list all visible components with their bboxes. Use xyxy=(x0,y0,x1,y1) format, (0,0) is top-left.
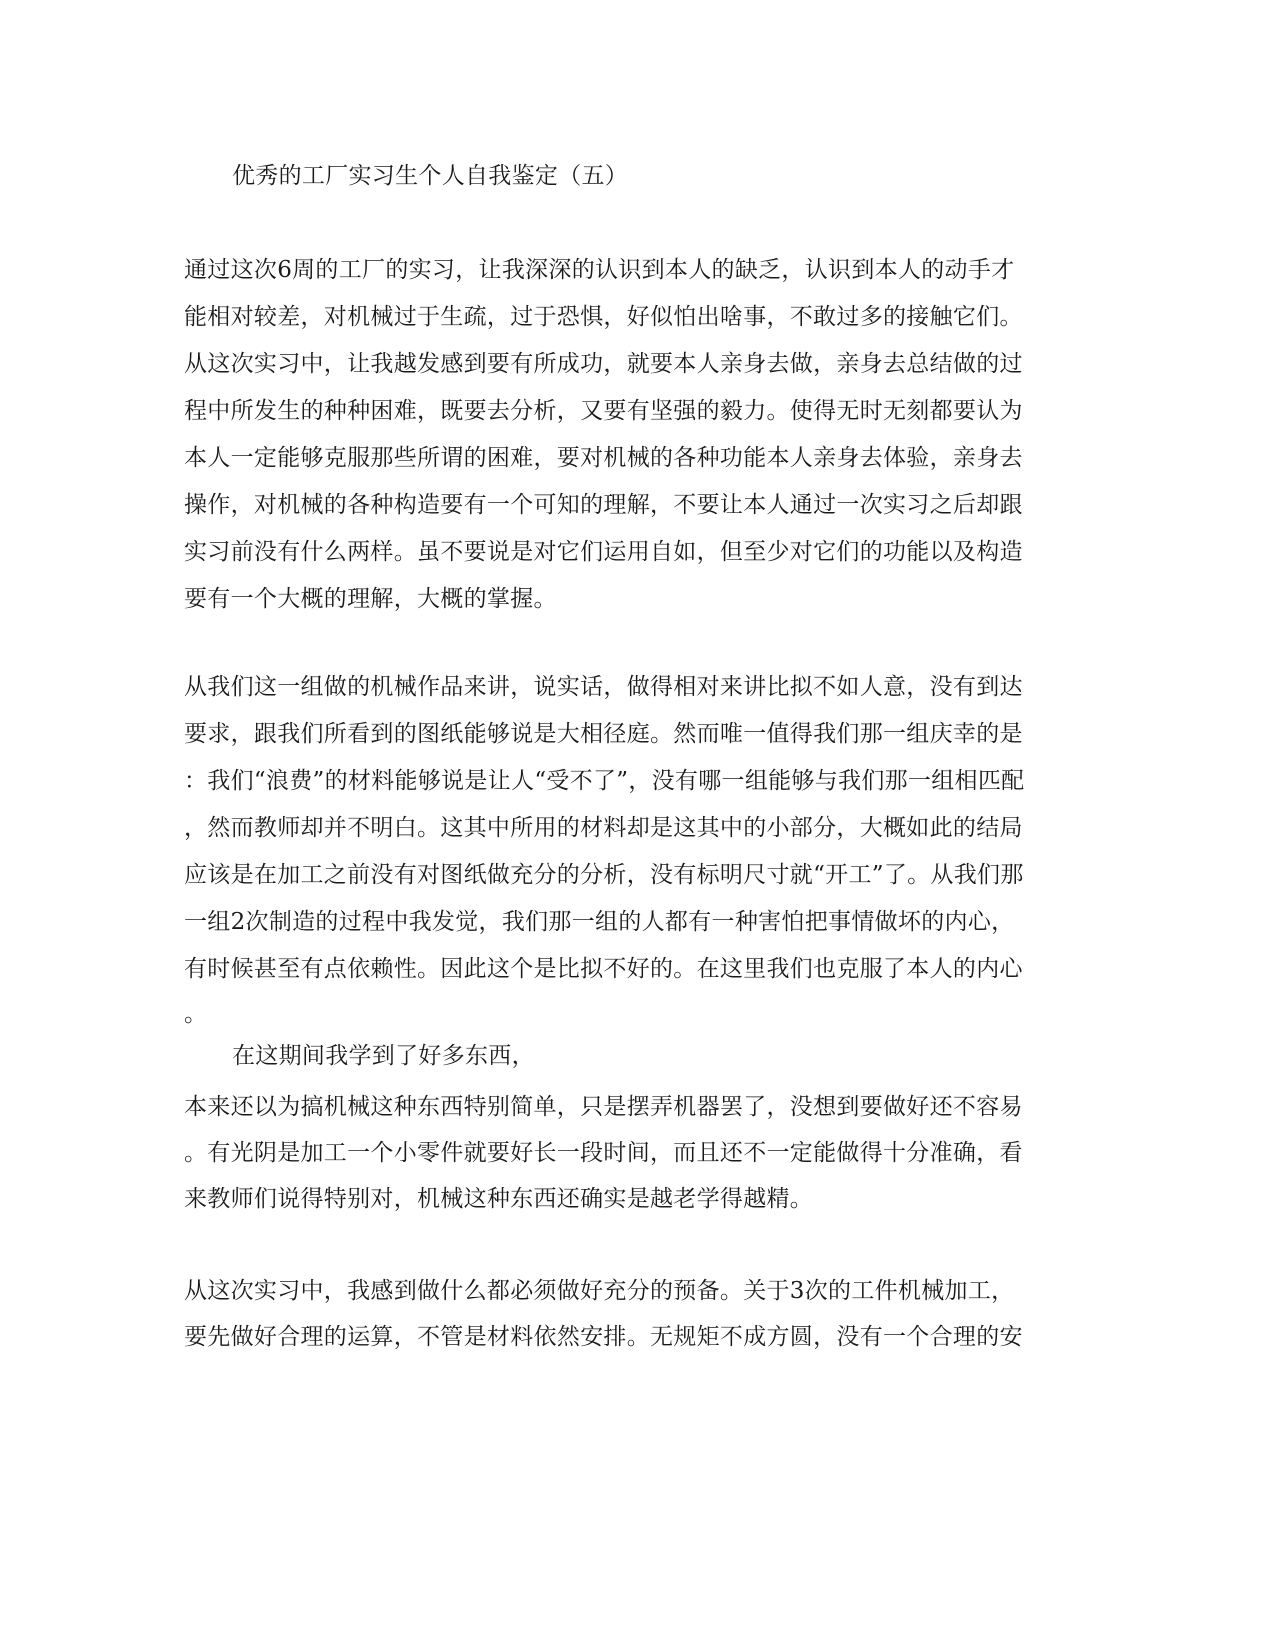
paragraph-line: 从我们这一组做的机械作品来讲，说实话，做得相对来讲比拟不如人意，没有到达 xyxy=(184,674,1023,700)
paragraph-line: ：我们“浪费”的材料能够说是让人“受不了”，没有哪一组能够与我们那一组相匹配 xyxy=(184,768,1025,794)
paragraph-line: 。有光阴是加工一个小零件就要好长一段时间，而且还不一定能做得十分准确，看 xyxy=(184,1140,1023,1166)
paragraph-line: 来教师们说得特别对，机械这种东西还确实是越老学得越精。 xyxy=(184,1186,814,1212)
paragraph-line: 操作，对机械的各种构造要有一个可知的理解，不要让本人通过一次实习之后却跟 xyxy=(184,492,1023,518)
paragraph-line: ，然而教师却并不明白。这其中所用的材料却是这其中的小部分，大概如此的结局 xyxy=(184,815,1023,841)
paragraph-line: 要先做好合理的运算，不管是材料依然安排。无规矩不成方圆，没有一个合理的安 xyxy=(184,1324,1023,1350)
paragraph-line: 有时候甚至有点依赖性。因此这个是比拟不好的。在这里我们也克服了本人的内心 xyxy=(184,956,1023,982)
paragraph-line: 程中所发生的种种困难，既要去分析，又要有坚强的毅力。使得无时无刻都要认为 xyxy=(184,398,1023,424)
paragraph-line: 本人一定能够克服那些所谓的困难，要对机械的各种功能本人亲身去体验，亲身去 xyxy=(184,445,1023,471)
paragraph-line: 从这次实习中，我感到做什么都必须做好充分的预备。关于3次的工件机械加工， xyxy=(184,1278,1015,1304)
paragraph-line: 要求，跟我们所看到的图纸能够说是大相径庭。然而唯一值得我们那一组庆幸的是 xyxy=(184,721,1023,747)
paragraph-line: 在这期间我学到了好多东西， xyxy=(232,1043,535,1069)
paragraph-line: 。 xyxy=(184,1001,208,1027)
document-title: 优秀的工厂实习生个人自我鉴定（五） xyxy=(232,163,629,189)
paragraph-line: 本来还以为搞机械这种东西特别简单，只是摆弄机器罢了，没想到要做好还不容易 xyxy=(184,1094,1023,1120)
paragraph-line: 要有一个大概的理解，大概的掌握。 xyxy=(184,586,557,612)
paragraph-line: 通过这次6周的工厂的实习，让我深深的认识到本人的缺乏，认识到本人的动手才 xyxy=(184,257,1015,283)
paragraph-line: 从这次实习中，让我越发感到要有所成功，就要本人亲身去做，亲身去总结做的过 xyxy=(184,351,1023,377)
paragraph-line: 应该是在加工之前没有对图纸做充分的分析，没有标明尺寸就“开工”了。从我们那 xyxy=(184,862,1024,888)
paragraph-line: 一组2次制造的过程中我发觉，我们那一组的人都有一种害怕把事情做坏的内心， xyxy=(184,909,1015,935)
paragraph-line: 实习前没有什么两样。虽不要说是对它们运用自如，但至少对它们的功能以及构造 xyxy=(184,539,1023,565)
paragraph-line: 能相对较差，对机械过于生疏，过于恐惧，好似怕出啥事，不敢过多的接触它们。 xyxy=(184,304,1023,330)
